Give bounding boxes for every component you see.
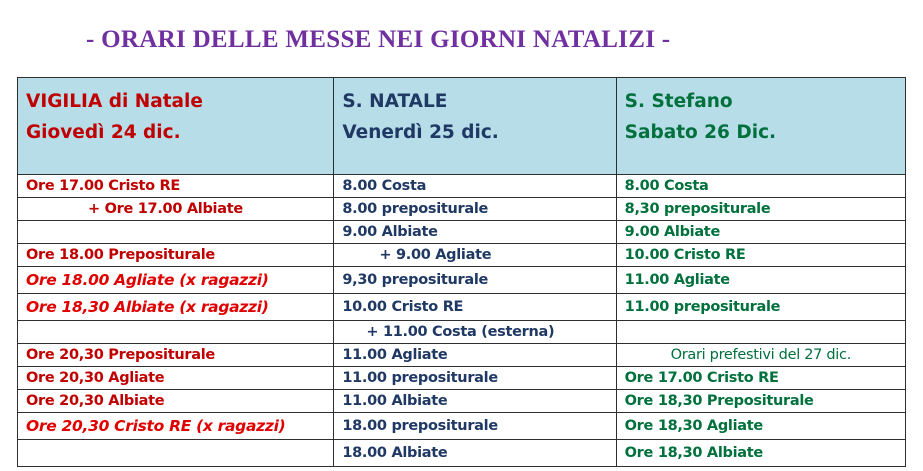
stefano-cell: Orari prefestivi del 27 dic. <box>616 344 905 367</box>
natale-cell: + 11.00 Costa (esterna) <box>334 321 616 344</box>
natale-cell: 11.00 Albiate <box>334 390 616 413</box>
stefano-cell: Ore 18,30 Albiate <box>616 440 905 467</box>
vigilia-cell: Ore 18.00 Agliate (x ragazzi) <box>18 267 334 294</box>
stefano-cell: Ore 18,30 Agliate <box>616 413 905 440</box>
page-title: - ORARI DELLE MESSE NEI GIORNI NATALIZI - <box>86 26 671 53</box>
vigilia-cell: Ore 20,30 Prepositurale <box>18 344 334 367</box>
natale-cell: + 9.00 Agliate <box>334 244 616 267</box>
table-row <box>18 367 906 390</box>
table-row <box>18 267 906 294</box>
vigilia-cell <box>18 321 334 344</box>
stefano-cell: Ore 18,30 Prepositurale <box>616 390 905 413</box>
vigilia-cell: Ore 18.00 Prepositurale <box>18 244 334 267</box>
header-natale-name: S. NATALE <box>342 91 448 112</box>
stefano-cell: 8,30 prepositurale <box>616 198 905 221</box>
table-row <box>18 440 906 467</box>
table-row <box>18 294 906 321</box>
table-header-row <box>18 78 906 175</box>
stefano-cell: 11.00 prepositurale <box>616 294 905 321</box>
vigilia-cell: Ore 20,30 Agliate <box>18 367 334 390</box>
natale-cell: 11.00 prepositurale <box>334 367 616 390</box>
table-row <box>18 390 906 413</box>
header-natale-date: Venerdì 25 dic. <box>342 122 499 143</box>
table-row <box>18 244 906 267</box>
header-stefano-name: S. Stefano <box>624 91 733 112</box>
natale-cell: 8.00 Costa <box>334 175 616 198</box>
vigilia-cell: Ore 18,30 Albiate (x ragazzi) <box>18 294 334 321</box>
header-vigilia-date: Giovedì 24 dic. <box>26 122 181 143</box>
stefano-cell: 9.00 Albiate <box>616 221 905 244</box>
table-row <box>18 198 906 221</box>
table-row <box>18 344 906 367</box>
table-row <box>18 321 906 344</box>
stefano-cell: Ore 17.00 Cristo RE <box>616 367 905 390</box>
natale-cell: 18.00 prepositurale <box>334 413 616 440</box>
natale-cell: 11.00 Agliate <box>334 344 616 367</box>
vigilia-cell <box>18 221 334 244</box>
header-vigilia <box>18 78 334 175</box>
header-natale <box>334 78 616 175</box>
natale-cell: 9.00 Albiate <box>334 221 616 244</box>
table-row <box>18 413 906 440</box>
natale-cell: 18.00 Albiate <box>334 440 616 467</box>
table-row <box>18 221 906 244</box>
header-vigilia-name: VIGILIA di Natale <box>26 91 203 112</box>
natale-cell: 9,30 prepositurale <box>334 267 616 294</box>
stefano-cell <box>616 321 905 344</box>
vigilia-cell <box>18 440 334 467</box>
vigilia-cell: Ore 20,30 Albiate <box>18 390 334 413</box>
header-stefano <box>616 78 905 175</box>
mass-schedule-table <box>17 77 906 467</box>
stefano-cell: 8.00 Costa <box>616 175 905 198</box>
vigilia-cell: Ore 20,30 Cristo RE (x ragazzi) <box>18 413 334 440</box>
vigilia-cell: + Ore 17.00 Albiate <box>18 198 334 221</box>
stefano-cell: 10.00 Cristo RE <box>616 244 905 267</box>
natale-cell: 8.00 prepositurale <box>334 198 616 221</box>
vigilia-cell: Ore 17.00 Cristo RE <box>18 175 334 198</box>
natale-cell: 10.00 Cristo RE <box>334 294 616 321</box>
table-row <box>18 175 906 198</box>
header-stefano-date: Sabato 26 Dic. <box>624 122 777 143</box>
stefano-cell: 11.00 Agliate <box>616 267 905 294</box>
